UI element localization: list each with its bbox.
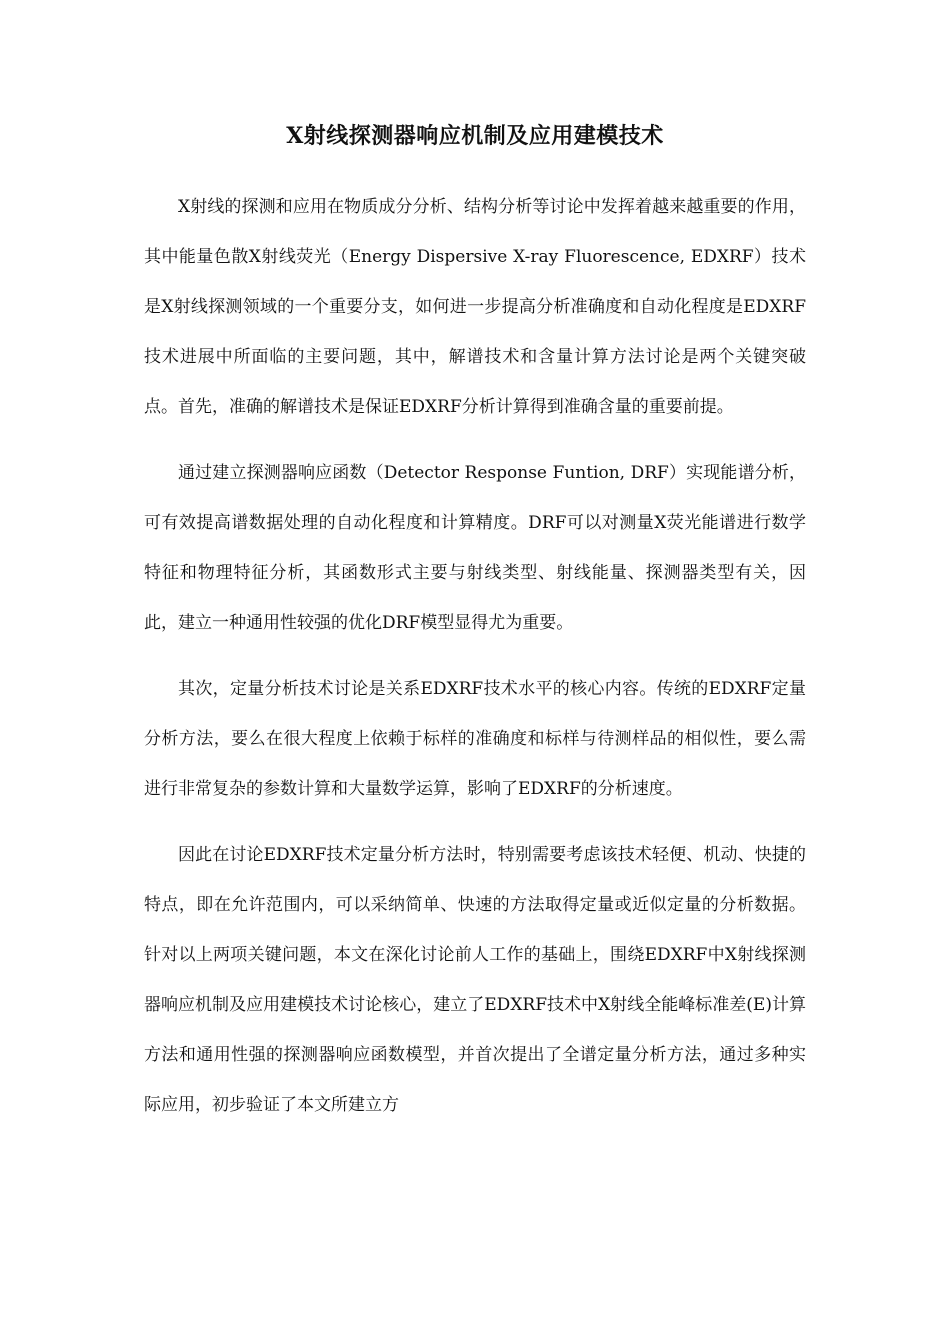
paragraph-2: 通过建立探测器响应函数（Detector Response Funtion, DRF）实现能谱分析，可有效提高谱数据处理的自动化程度和计算精度。DRF可以对测量X荧光能谱进行数学特征和物理特征分析，其函数形式主要与射线类型、射线能量、探测器类型有关，因此，建立一种通用性较强的优化DRF模型显得尤为重要。 [144,463,806,633]
paragraph-3: 其次，定量分析技术讨论是关系EDXRF技术水平的核心内容。传统的EDXRF定量分析方法，要么在很大程度上依赖于标样的准确度和标样与待测样品的相似性，要么需进行非常复杂的参数计算和大量数学运算，影响了EDXRF的分析速度。 [144,679,806,799]
paragraph-1: X射线的探测和应用在物质成分分析、结构分析等讨论中发挥着越来越重要的作用，其中能量色散X射线荧光（Energy Dispersive X-ray Fluorescence, EDXRF）技术是X射线探测领域的一个重要分支，如何进一步提高分析准确度和自动化程度是EDXRF技术进展中所面临的主要问题，其中，解谱技术和含量计算方法讨论是两个关键突破点。首先，准确的解谱技术是保证EDXRF分析计算得到准确含量的重要前提。 [144,197,806,417]
paragraph-4: 因此在讨论EDXRF技术定量分析方法时，特别需要考虑该技术轻便、机动、快捷的特点，即在允许范围内，可以采纳简单、快速的方法取得定量或近似定量的分析数据。针对以上两项关键问题，本文在深化讨论前人工作的基础上，围绕EDXRF中X射线探测器响应机制及应用建模技术讨论核心，建立了EDXRF技术中X射线全能峰标准差(E)计算方法和通用性强的探测器响应函数模型，并首次提出了全谱定量分析方法，通过多种实际应用，初步验证了本文所建立方 [144,845,806,1115]
document-title: X射线探测器响应机制及应用建模技术 [286,123,664,149]
document-body [144,182,806,1146]
